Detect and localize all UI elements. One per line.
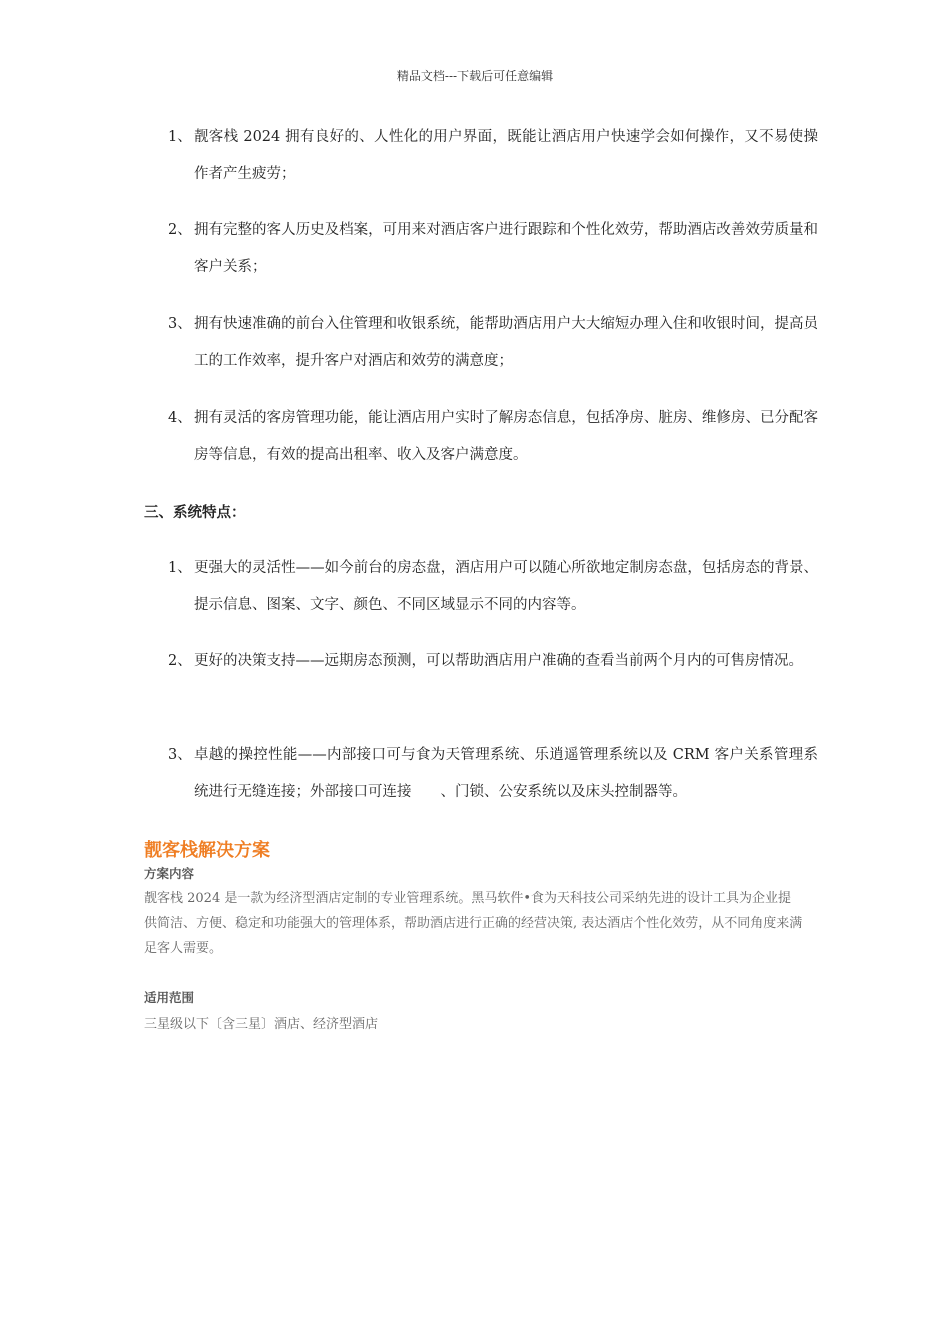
item-number: 2、	[168, 653, 192, 669]
scope-label: 适用范围	[144, 990, 195, 1005]
item-text: 更强大的灵活性——如今前台的房态盘，酒店用户可以随心所欲地定制房态盘，包括房态的背景、提示信息、图案、文字、颜色、不同区域显示不同的内容等。	[194, 560, 818, 613]
item-text: 拥有灵活的客房管理功能，能让酒店用户实时了解房态信息，包括净房、脏房、维修房、已分配客房等信息，有效的提高出租率、收入及客户满意度。	[194, 410, 818, 463]
feature-item-2	[168, 643, 818, 680]
section-heading: 三、系统特点：	[144, 505, 246, 521]
content-label: 方案内容	[144, 866, 195, 881]
item-number: 4、	[168, 410, 192, 426]
item-number: 3、	[168, 316, 192, 332]
item-number: 1、	[168, 129, 192, 145]
intro-item-2	[168, 212, 818, 286]
scope-text: 三星级以下〔含三星〕酒店、经济型酒店	[144, 1017, 379, 1032]
feature-item-1	[168, 550, 818, 624]
intro-item-4	[168, 400, 818, 474]
item-number: 2、	[168, 222, 192, 238]
item-text: 卓越的操控性能——内部接口可与食为天管理系统、乐逍遥管理系统以及 CRM 客户关系管理系统进行无缝连接；外部接口可连接 、门锁、公安系统以及床头控制器等。	[194, 747, 818, 800]
intro-item-3	[168, 306, 818, 380]
item-text: 靓客栈 2024 拥有良好的、人性化的用户界面，既能让酒店用户快速学会如何操作，又不易使操作者产生疲劳；	[194, 129, 818, 182]
intro-item-1	[168, 119, 818, 193]
item-text: 拥有完整的客人历史及档案，可用来对酒店客户进行跟踪和个性化效劳，帮助酒店改善效劳质量和客户关系；	[194, 222, 818, 275]
solution-title: 靓客栈解决方案	[144, 840, 270, 861]
item-text: 更好的决策支持——远期房态预测，可以帮助酒店用户准确的查看当前两个月内的可售房情况。	[194, 653, 803, 669]
item-number: 3、	[168, 747, 192, 763]
page-header: 精品文档---下载后可任意编辑	[396, 69, 554, 83]
item-number: 1、	[168, 560, 192, 576]
feature-item-3	[168, 737, 818, 811]
content-text: 靓客栈 2024 是一款为经济型酒店定制的专业管理系统。黑马软件•食为天科技公司采纳先进的设计工具为企业提供简洁、方便、稳定和功能强大的管理体系，帮助酒店进行正确的经营决策, 表达酒店个性化效劳，从不同角度来满足客人需要。	[144, 891, 803, 956]
item-text: 拥有快速准确的前台入住管理和收银系统，能帮助酒店用户大大缩短办理入住和收银时间，提高员工的工作效率，提升客户对酒店和效劳的满意度；	[194, 316, 818, 369]
